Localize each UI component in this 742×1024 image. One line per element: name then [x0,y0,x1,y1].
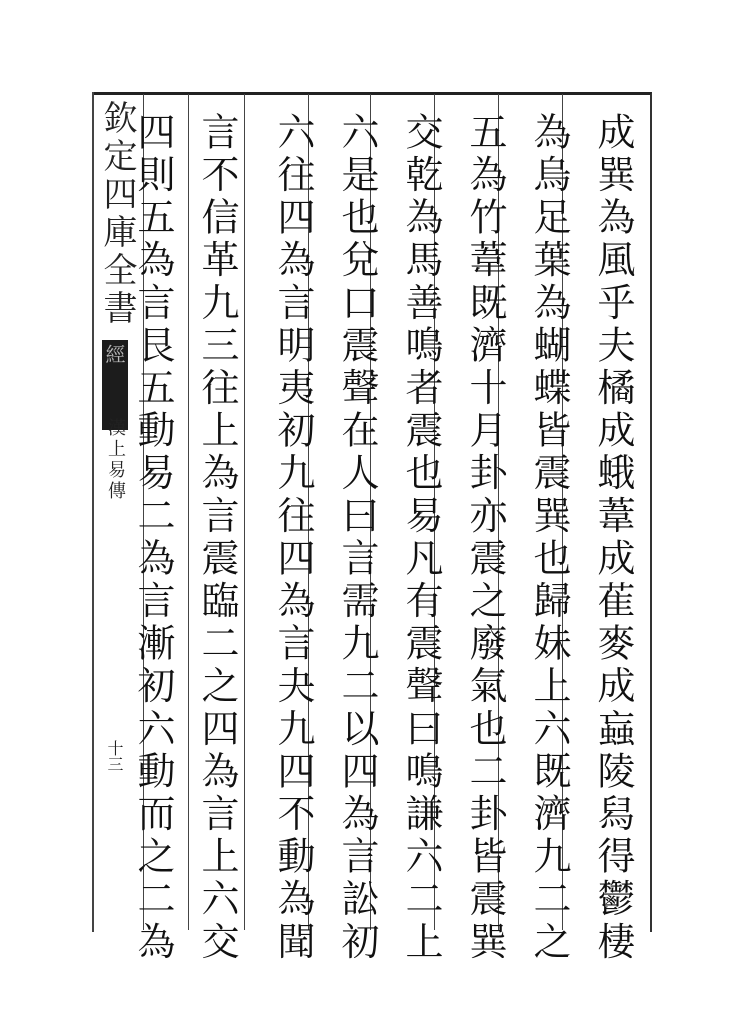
frame-left-border [92,92,94,932]
text-column-7: 言不信革九三往上為言震臨二之四為言上六交 [195,112,239,964]
margin-column [97,100,137,932]
page-number: 十三 [105,740,124,772]
section-block [102,340,128,430]
text-column-2: 為烏足葉為蝴蝶皆震巽也歸妹上六既濟九二之 [527,112,571,964]
column-rule [244,94,245,930]
text-column-8: 四則五為言艮五動易二為言漸初六動而之二為 [131,112,175,964]
column-rule [188,94,189,930]
text-column-5: 六是也兌口震聲在人曰言需九二以四為言訟初 [335,112,379,964]
section-label: 經 [102,344,126,364]
text-column-4: 交乾為馬善鳴者震也易凡有震聲曰鳴謙六二上 [399,112,443,964]
text-column-1: 成巽為風乎夫橘成蛾葦成萑麥成蝱陵舄得鬱棲 [591,112,635,964]
text-column-6: 六往四為言明夷初九往四為言夬九四不動為聞 [271,112,315,964]
book-title: 漢上易傳 [105,418,126,502]
text-column-3: 五為竹葦既濟十月卦亦震之廢氣也二卦皆震巽 [463,112,507,964]
book-series-title: 欽定四庫全書 [97,100,137,328]
